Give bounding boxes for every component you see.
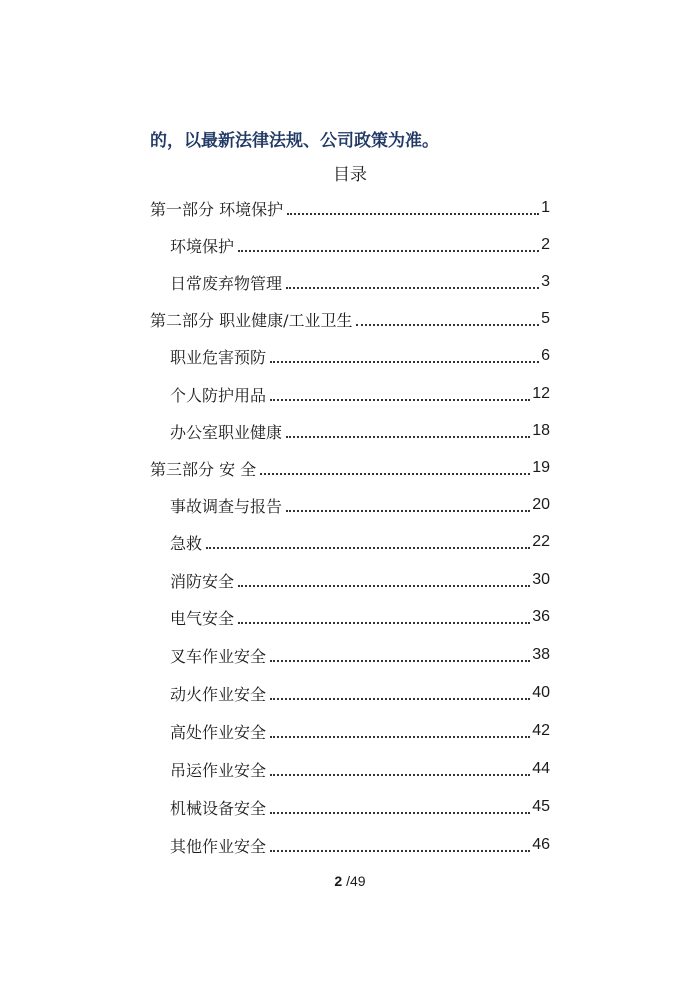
toc-entry-page: 3 (541, 273, 550, 290)
dot-leader (238, 584, 530, 587)
toc-entry-page: 45 (532, 798, 550, 815)
toc-entry-label: 消防安全 (170, 571, 235, 591)
toc-entry-label: 机械设备安全 (170, 798, 267, 818)
toc-entry-part-2[interactable] (150, 301, 550, 337)
toc-entry-label: 电气安全 (170, 608, 235, 628)
toc-entry-label: 其他作业安全 (170, 836, 267, 856)
dot-leader (270, 659, 530, 662)
toc-entry[interactable] (170, 562, 550, 598)
toc-entry-page: 30 (532, 571, 550, 588)
toc-entry-label: 动火作业安全 (170, 684, 267, 704)
toc-entry-page: 22 (532, 533, 550, 550)
toc-entry-page: 44 (532, 760, 550, 777)
dot-leader (238, 621, 530, 624)
dot-leader (270, 735, 530, 738)
toc-entry-label: 个人防护用品 (170, 385, 267, 405)
toc-entry[interactable] (170, 751, 550, 787)
dot-leader (270, 811, 530, 814)
dot-leader (260, 472, 530, 475)
toc-entry-page: 20 (532, 496, 550, 513)
toc-entry[interactable] (170, 264, 550, 300)
current-page-number: 2 (334, 873, 343, 889)
toc-entry[interactable] (170, 827, 550, 863)
dot-leader (286, 286, 539, 289)
toc-entry[interactable] (170, 524, 550, 560)
toc-entry-label: 叉车作业安全 (170, 646, 267, 666)
toc-entry-part-3[interactable] (150, 450, 550, 486)
toc-entry-page: 19 (532, 459, 550, 476)
dot-leader (286, 509, 530, 512)
toc-entry[interactable] (170, 376, 550, 412)
toc-entry-label: 环境保护 (170, 236, 235, 256)
toc-entry-label: 办公室职业健康 (170, 422, 283, 442)
toc-entry-label: 第三部分 安 全 (150, 459, 257, 479)
toc-entry[interactable] (170, 413, 550, 449)
dot-leader (287, 212, 539, 215)
toc-entry-page: 36 (532, 608, 550, 625)
toc-entry-page: 18 (532, 422, 550, 439)
dot-leader (270, 360, 539, 363)
toc-entry[interactable] (170, 675, 550, 711)
toc-entry[interactable] (170, 338, 550, 374)
toc-entry-label: 第一部分 环境保护 (150, 199, 284, 219)
dot-leader (270, 773, 530, 776)
dot-leader (286, 435, 530, 438)
toc-entry[interactable] (170, 713, 550, 749)
toc-entry[interactable] (170, 789, 550, 825)
dot-leader (356, 323, 539, 326)
toc-entry-page: 38 (532, 646, 550, 663)
toc-entry-part-1[interactable] (150, 190, 550, 226)
toc-entry-label: 职业危害预防 (170, 347, 267, 367)
toc-entry-page: 40 (532, 684, 550, 701)
toc-entry-label: 第二部分 职业健康/工业卫生 (150, 310, 353, 330)
toc-entry-label: 日常废弃物管理 (170, 273, 283, 293)
toc-entry[interactable] (170, 637, 550, 673)
intro-text: 的，以最新法律法规、公司政策为准。 (150, 131, 439, 151)
toc-entry-page: 6 (541, 347, 550, 364)
dot-leader (238, 249, 539, 252)
toc-entry[interactable] (170, 227, 550, 263)
dot-leader (206, 546, 530, 549)
page-footer (0, 873, 700, 889)
total-pages: /49 (346, 873, 366, 889)
toc-entry-page: 42 (532, 722, 550, 739)
toc-entry-page: 12 (532, 385, 550, 402)
dot-leader (270, 398, 530, 401)
toc-entry-page: 2 (541, 236, 550, 253)
toc-entry-label: 急救 (170, 533, 203, 553)
toc-entry-label: 高处作业安全 (170, 722, 267, 742)
toc-entry-page: 46 (532, 836, 550, 853)
toc-entry-page: 5 (541, 310, 550, 327)
toc-entry[interactable] (170, 487, 550, 523)
toc-entry-page: 1 (541, 199, 550, 216)
toc-entry-label: 吊运作业安全 (170, 760, 267, 780)
dot-leader (270, 849, 530, 852)
toc-entry-label: 事故调查与报告 (170, 496, 283, 516)
dot-leader (270, 697, 530, 700)
toc-title: 目录 (333, 165, 367, 185)
toc-entry[interactable] (170, 599, 550, 635)
